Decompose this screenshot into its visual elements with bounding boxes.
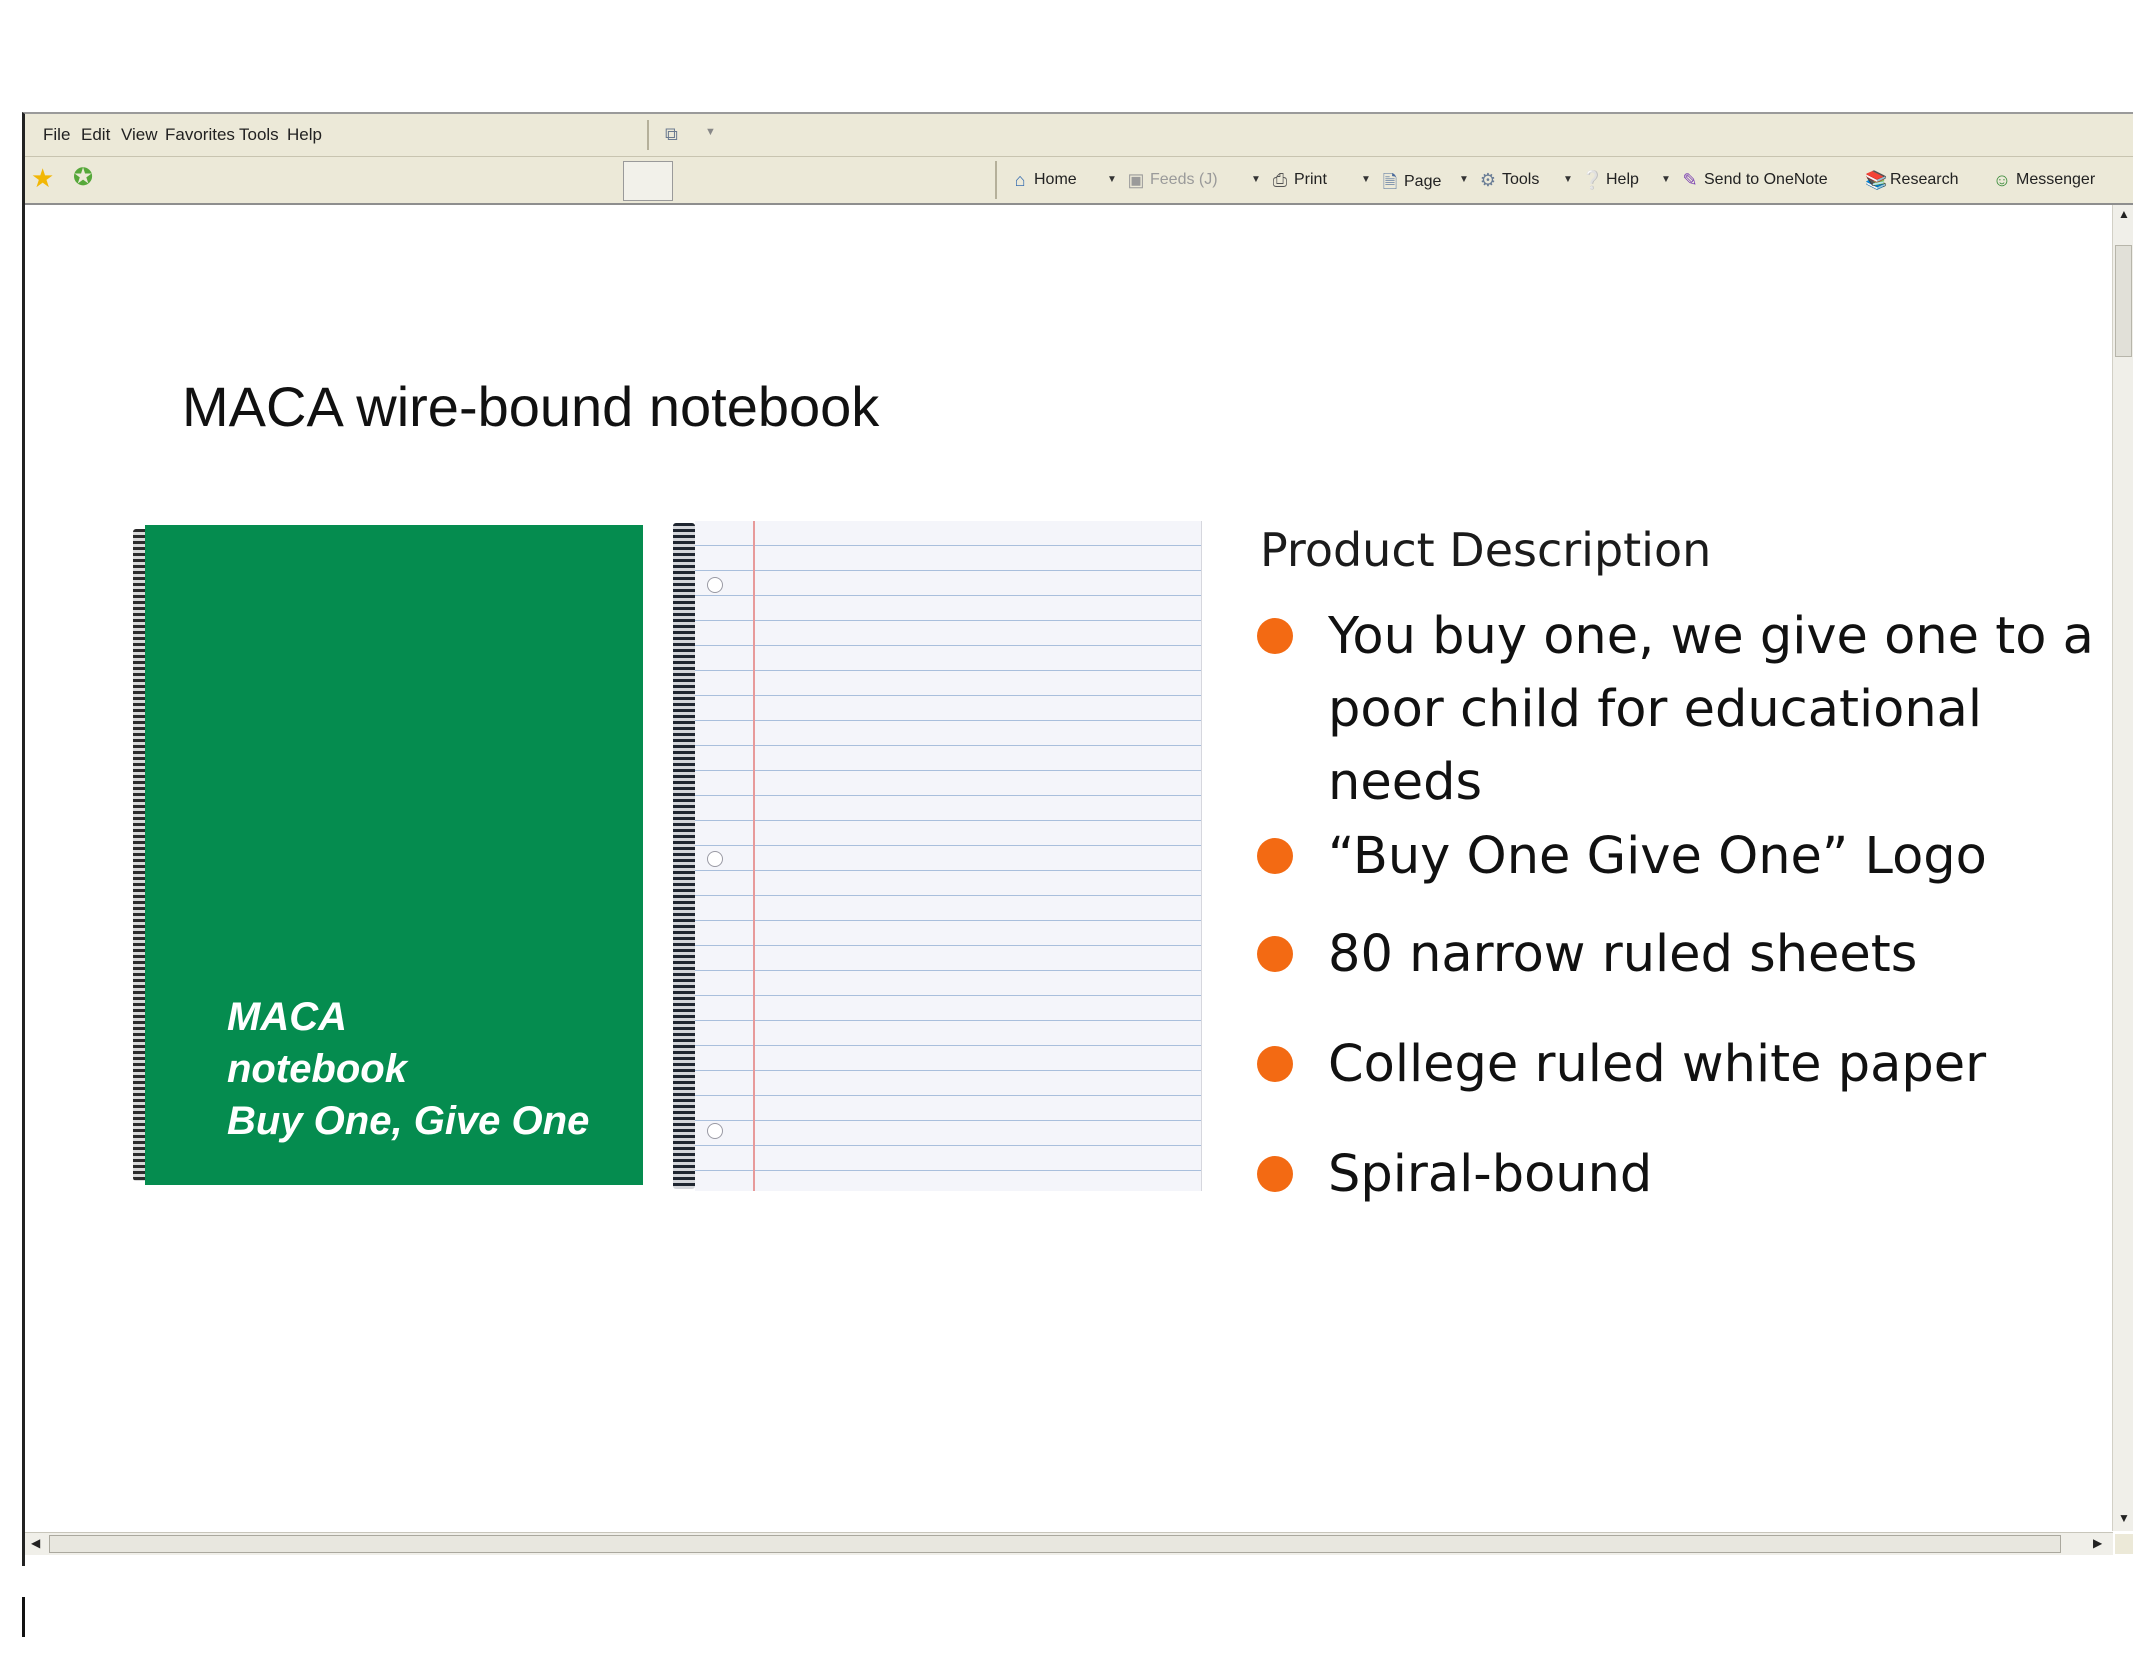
chevron-down-icon[interactable]: ▼ bbox=[705, 126, 716, 138]
research-button[interactable] bbox=[1865, 170, 1958, 191]
cover-text-line: MACA bbox=[227, 995, 347, 1039]
bullet-marker bbox=[1257, 618, 1293, 654]
browser-window bbox=[22, 112, 2133, 1566]
punch-hole bbox=[707, 1123, 723, 1139]
help-dropdown-icon[interactable]: ▼ bbox=[1661, 174, 1671, 185]
menu-help[interactable]: Help bbox=[287, 125, 322, 144]
quick-tabs[interactable] bbox=[623, 161, 673, 201]
bullet-text: needs bbox=[1328, 753, 1483, 812]
home-button[interactable] bbox=[1009, 170, 1077, 191]
feeds-label: Feeds (J) bbox=[1150, 171, 1218, 188]
menu-separator bbox=[647, 120, 649, 150]
research-label: Research bbox=[1890, 171, 1959, 188]
notebook-cover bbox=[145, 525, 643, 1185]
page-content bbox=[25, 205, 2113, 1531]
home-icon: ⌂ bbox=[1014, 170, 1026, 190]
cover-text-line: Buy One, Give One bbox=[227, 1099, 590, 1143]
bullet-marker bbox=[1257, 1046, 1293, 1082]
scroll-left-icon[interactable]: ◀ bbox=[31, 1536, 41, 1550]
feed-icon: ▣ bbox=[1127, 170, 1145, 190]
onenote-icon: ✎ bbox=[1682, 170, 1698, 190]
page-dropdown-icon[interactable]: ▼ bbox=[1459, 174, 1469, 185]
text-cursor bbox=[22, 1597, 25, 1637]
tools-button[interactable] bbox=[1477, 170, 1539, 191]
ruled-paper bbox=[695, 521, 1202, 1191]
notebook-cover-image bbox=[133, 525, 643, 1185]
add-favorite-icon[interactable]: ✪ bbox=[73, 164, 94, 191]
bullet-text: College ruled white paper bbox=[1328, 1035, 1987, 1094]
star-icon[interactable]: ★ bbox=[31, 163, 55, 193]
bullet-marker bbox=[1257, 1156, 1293, 1192]
scroll-down-icon[interactable]: ▼ bbox=[2118, 1511, 2130, 1525]
cover-text-line: notebook bbox=[227, 1047, 407, 1091]
horizontal-scrollbar[interactable] bbox=[25, 1532, 2113, 1555]
punch-hole bbox=[707, 851, 723, 867]
help-button[interactable] bbox=[1581, 170, 1639, 191]
tools-label: Tools bbox=[1502, 171, 1540, 188]
bullet-marker bbox=[1257, 838, 1293, 874]
command-bar bbox=[25, 157, 2133, 205]
horizontal-scroll-thumb[interactable] bbox=[49, 1535, 2061, 1553]
feeds-dropdown-icon[interactable]: ▼ bbox=[1251, 174, 1261, 185]
research-icon: 📚 bbox=[1865, 170, 1888, 190]
print-button[interactable] bbox=[1269, 170, 1327, 191]
tools-dropdown-caret-icon[interactable]: ▼ bbox=[1563, 174, 1573, 185]
vertical-scroll-thumb[interactable] bbox=[2115, 245, 2132, 357]
menu-bar bbox=[25, 114, 2133, 157]
messenger-button[interactable] bbox=[1991, 170, 2095, 191]
vertical-scrollbar[interactable] bbox=[2112, 205, 2133, 1531]
messenger-icon: ☺ bbox=[1992, 170, 2012, 190]
notebook-page-image bbox=[673, 521, 1203, 1191]
send-to-onenote-button[interactable] bbox=[1679, 170, 1828, 191]
page-button[interactable] bbox=[1379, 170, 1441, 200]
print-icon: ⎙ bbox=[1272, 170, 1288, 190]
page-spiral-binding bbox=[673, 523, 695, 1189]
print-dropdown-icon[interactable]: ▼ bbox=[1361, 174, 1371, 185]
bullet-marker bbox=[1257, 936, 1293, 972]
help-icon: ❔ bbox=[1581, 170, 1604, 190]
description-heading: Product Description bbox=[1260, 523, 1712, 577]
punch-hole bbox=[707, 577, 723, 593]
bullet-text: poor child for educational bbox=[1328, 680, 1983, 739]
gear-icon: ⚙ bbox=[1479, 170, 1497, 190]
help-label: Help bbox=[1606, 171, 1639, 188]
home-dropdown-icon[interactable]: ▼ bbox=[1107, 174, 1117, 185]
bullet-text: 80 narrow ruled sheets bbox=[1328, 925, 1918, 984]
menu-favorites[interactable]: Favorites bbox=[165, 125, 235, 144]
onenote-label: Send to OneNote bbox=[1704, 171, 1828, 188]
menu-edit[interactable]: Edit bbox=[81, 125, 111, 144]
bullet-text: “Buy One Give One” Logo bbox=[1328, 827, 1987, 886]
menu-view[interactable]: View bbox=[121, 125, 158, 144]
command-separator bbox=[995, 161, 997, 199]
page-icon: 🗎 bbox=[1382, 172, 1398, 192]
bullet-text: You buy one, we give one to a bbox=[1328, 607, 2094, 666]
page-label: Page bbox=[1404, 173, 1442, 190]
menu-tools[interactable]: Tools bbox=[239, 125, 279, 144]
slide-title: MACA wire-bound notebook bbox=[182, 375, 880, 438]
tools-dropdown-icon[interactable]: ⧉ bbox=[665, 124, 678, 144]
messenger-label: Messenger bbox=[2016, 171, 2096, 188]
print-label: Print bbox=[1294, 171, 1327, 188]
scroll-right-icon[interactable]: ▶ bbox=[2093, 1536, 2103, 1550]
bullet-text: Spiral-bound bbox=[1328, 1145, 1653, 1204]
scroll-up-icon[interactable]: ▲ bbox=[2118, 207, 2130, 221]
menu-file[interactable]: File bbox=[43, 125, 71, 144]
resize-grip[interactable] bbox=[2115, 1534, 2133, 1554]
feeds-button[interactable] bbox=[1125, 170, 1218, 191]
home-label: Home bbox=[1034, 171, 1077, 188]
